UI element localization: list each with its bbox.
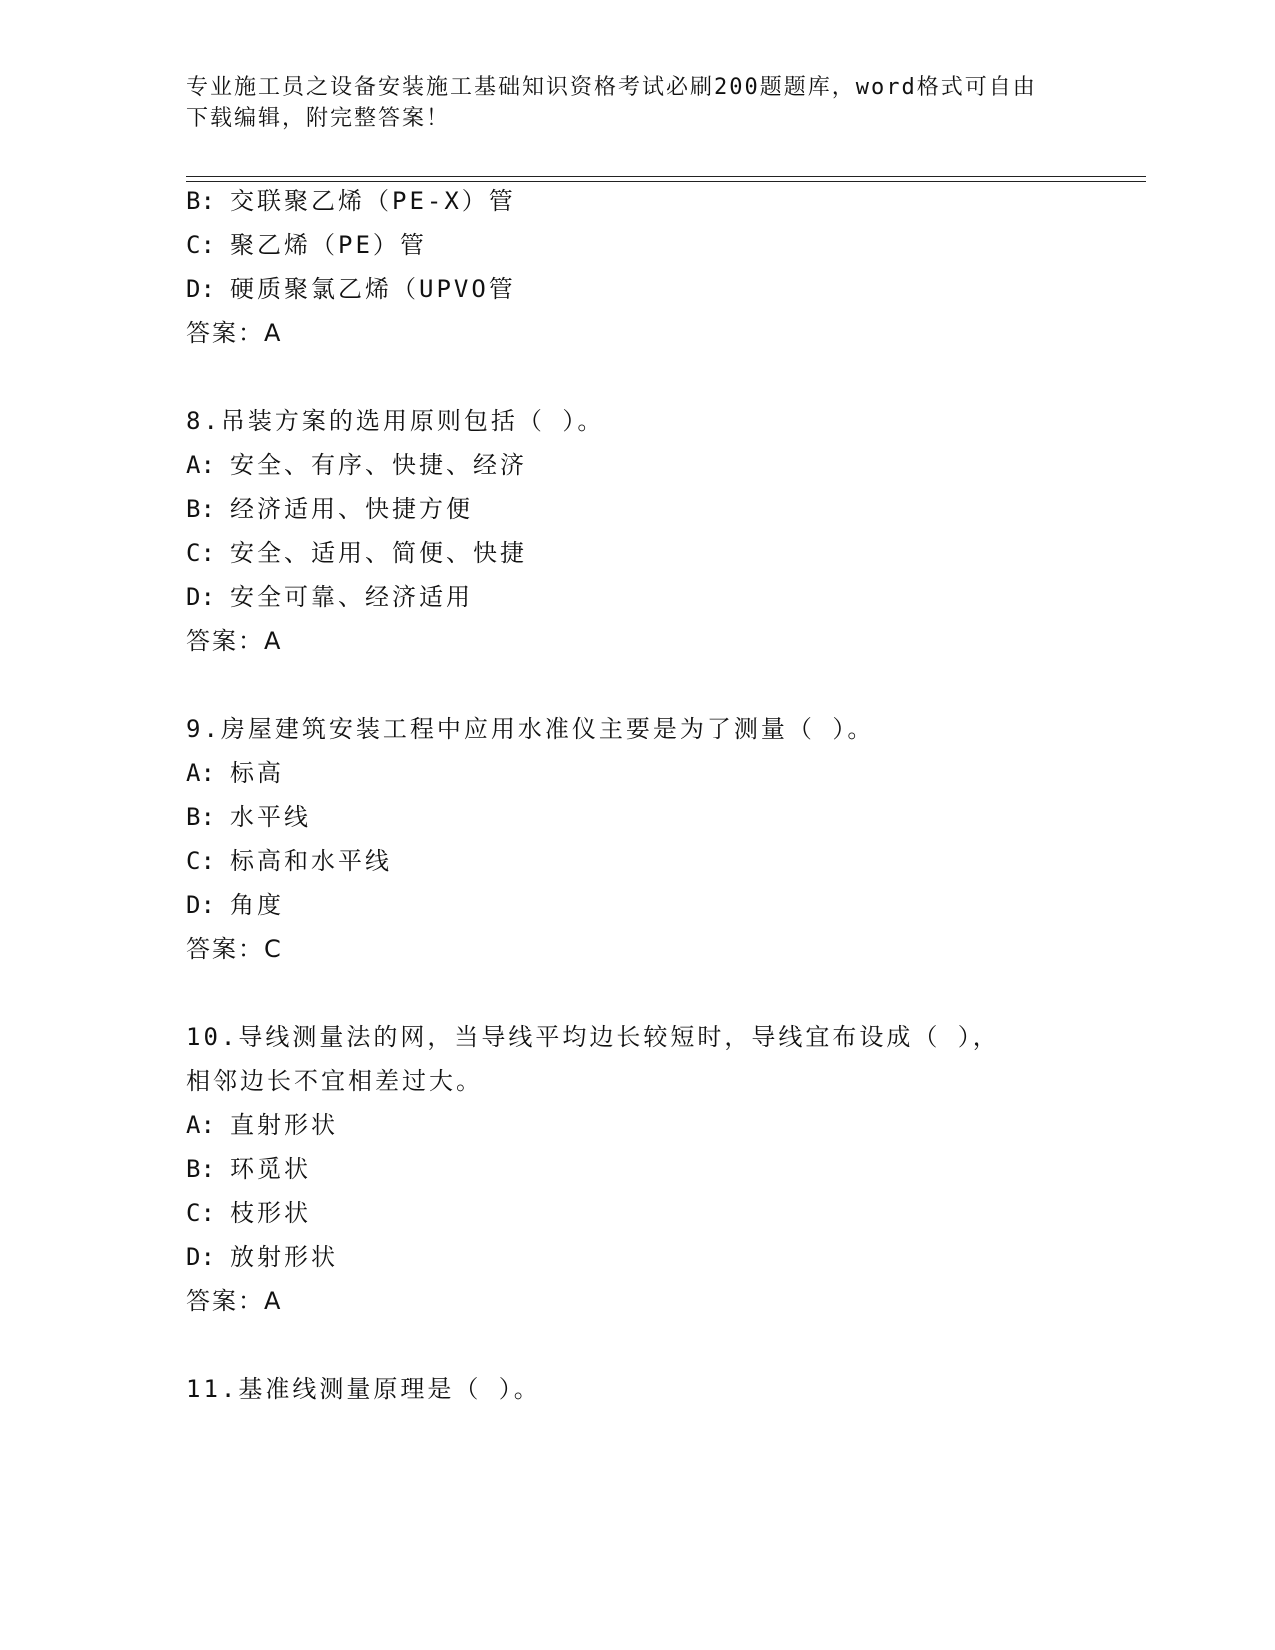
option-letter: C:: [186, 1199, 215, 1227]
option-text: 安全、有序、快捷、经济: [230, 451, 527, 479]
q9-stem: 9.房屋建筑安装工程中应用水准仪主要是为了测量（ ）。: [186, 715, 875, 743]
option-letter: B:: [186, 1155, 215, 1183]
q9-option-c: [186, 846, 392, 876]
q8-answer: [186, 626, 280, 656]
option-text: 标高: [230, 759, 284, 787]
q10-option-a: [186, 1110, 338, 1140]
q8-option-d: [186, 582, 473, 612]
q8-option-c: [186, 538, 527, 568]
q7-option-c: [186, 230, 427, 260]
q9-answer: [186, 934, 281, 964]
answer-label: 答案：: [186, 627, 264, 655]
option-letter: A:: [186, 451, 215, 479]
option-text: 标高和水平线: [230, 847, 392, 875]
q8-option-a: [186, 450, 527, 480]
answer-label: 答案：: [186, 935, 264, 963]
option-text: 硬质聚氯乙烯（UPVO管: [230, 275, 516, 303]
q9-option-d: [186, 890, 284, 920]
option-letter: D:: [186, 891, 215, 919]
q10-stem-line-1: 10.导线测量法的网，当导线平均边长较短时，导线宜布设成（ ），: [186, 1023, 1000, 1051]
q10-option-d: [186, 1242, 338, 1272]
option-text: 环觅状: [230, 1155, 311, 1183]
option-text: 枝形状: [230, 1199, 311, 1227]
option-text: 经济适用、快捷方便: [230, 495, 473, 523]
option-letter: C:: [186, 847, 215, 875]
q7-option-d: [186, 274, 516, 304]
q10-option-c: [186, 1198, 311, 1228]
option-letter: C:: [186, 539, 215, 567]
answer-value: A: [264, 627, 281, 655]
q8-option-b: [186, 494, 473, 524]
q10-option-b: [186, 1154, 311, 1184]
q11-stem: 11.基准线测量原理是（ ）。: [186, 1375, 541, 1403]
option-text: 角度: [230, 891, 284, 919]
option-text: 水平线: [230, 803, 311, 831]
option-letter: B:: [186, 495, 215, 523]
option-text: 放射形状: [230, 1243, 338, 1271]
answer-value: A: [264, 319, 281, 347]
option-letter: C:: [186, 231, 215, 259]
q9-option-b: [186, 802, 311, 832]
option-text: 安全可靠、经济适用: [230, 583, 473, 611]
option-letter: B:: [186, 187, 215, 215]
option-text: 直射形状: [230, 1111, 338, 1139]
option-letter: A:: [186, 1111, 215, 1139]
answer-value: C: [264, 935, 281, 963]
answer-value: A: [264, 1287, 281, 1315]
option-letter: D:: [186, 583, 215, 611]
header-title-line-2: 下载编辑，附完整答案！: [186, 106, 451, 131]
option-text: 聚乙烯（PE）管: [230, 231, 427, 259]
q7-answer: [186, 318, 280, 348]
q10-stem-line-2: 相邻边长不宜相差过大。: [186, 1067, 483, 1095]
answer-label: 答案：: [186, 1287, 264, 1315]
q8-stem: 8.吊装方案的选用原则包括（ ）。: [186, 407, 605, 435]
header-title-line-1: 专业施工员之设备安装施工基础知识资格考试必刷200题题库，word格式可自由: [186, 75, 1037, 100]
header-divider-top: [186, 176, 1146, 177]
option-letter: A:: [186, 759, 215, 787]
q9-option-a: [186, 758, 284, 788]
option-text: 安全、适用、简便、快捷: [230, 539, 527, 567]
answer-label: 答案：: [186, 319, 264, 347]
q7-option-b: [186, 186, 516, 216]
option-text: 交联聚乙烯（PE-X）管: [230, 187, 516, 215]
document-header: [186, 72, 1066, 134]
option-letter: D:: [186, 1243, 215, 1271]
option-letter: B:: [186, 803, 215, 831]
q10-answer: [186, 1286, 280, 1316]
header-divider-bottom: [186, 181, 1146, 182]
option-letter: D:: [186, 275, 215, 303]
